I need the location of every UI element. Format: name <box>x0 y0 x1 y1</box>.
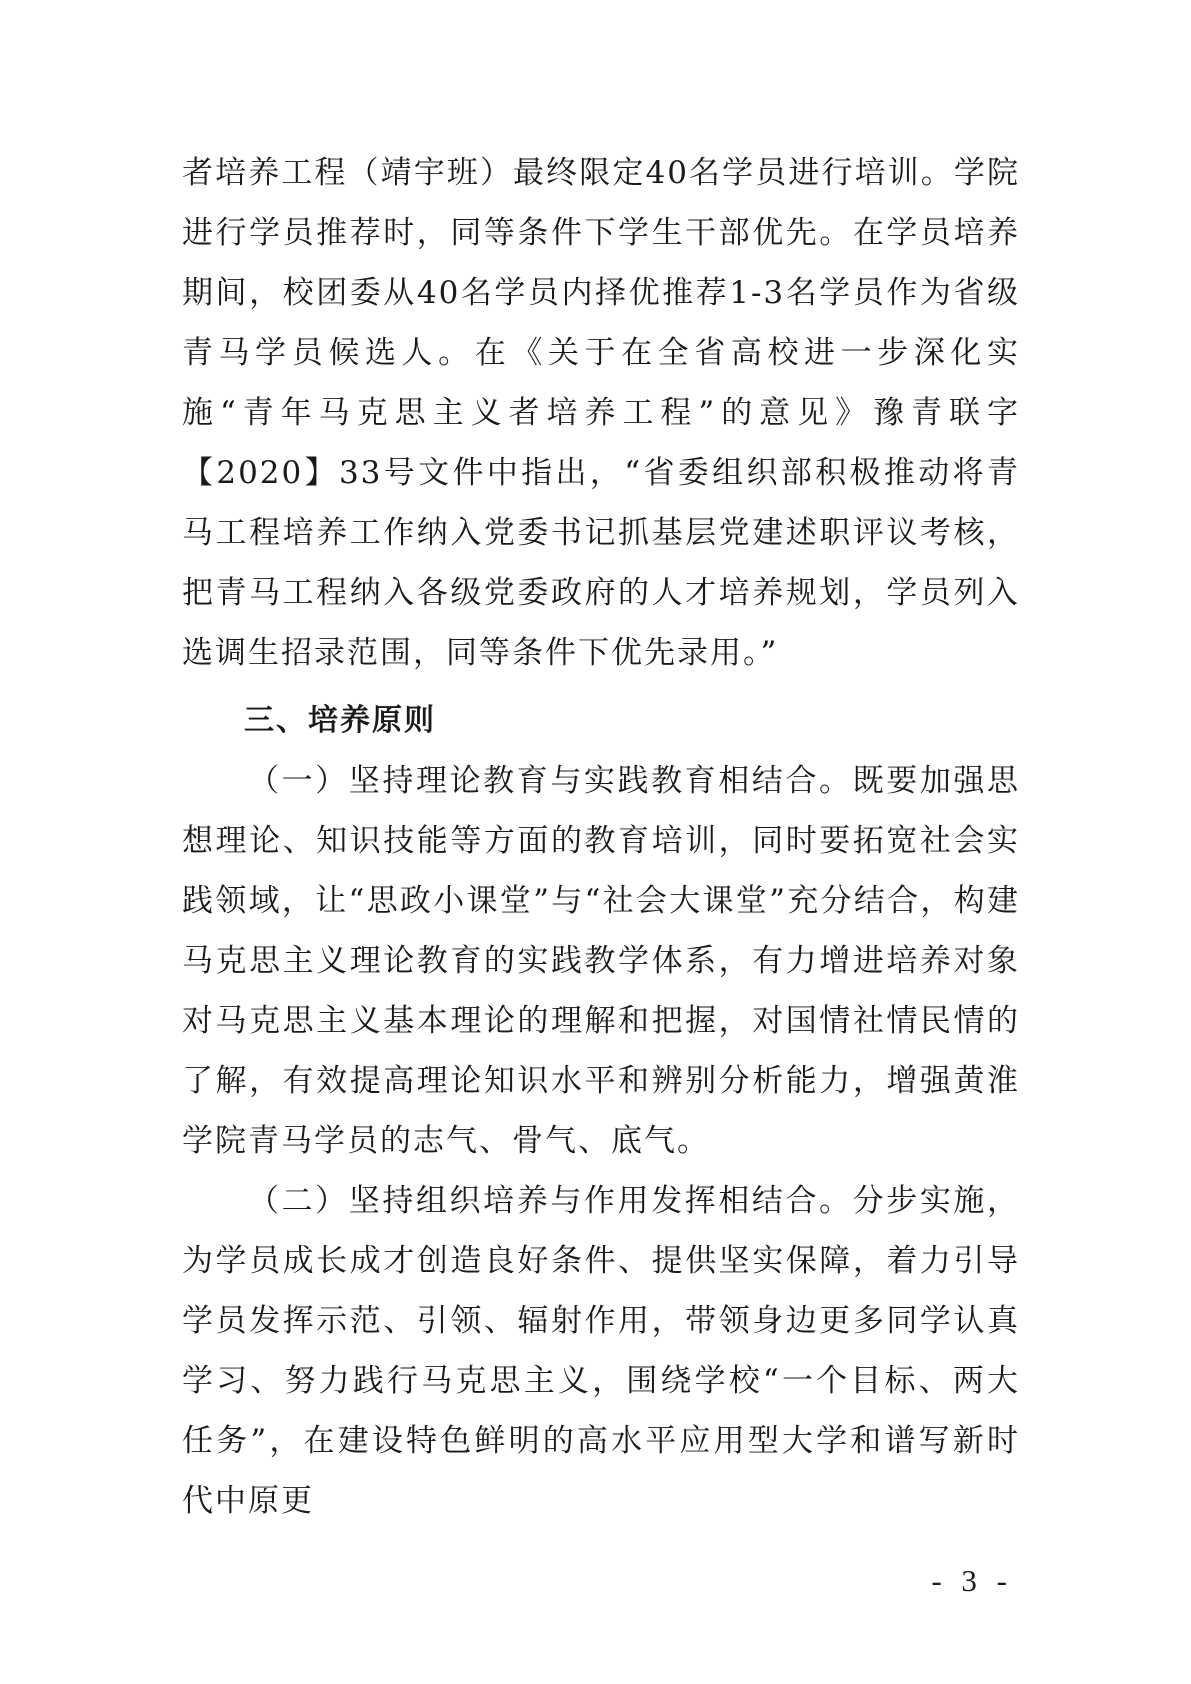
section-heading: 三、培养原则 <box>244 703 436 738</box>
document-body <box>182 143 1020 1531</box>
paragraph-principle-1: （一）坚持理论教育与实践教育相结合。既要加强思想理论、知识技能等方面的教育培训，同时要拓宽社会实践领域，让“思政小课堂”与“社会大课堂”充分结合，构建马克思主义理论教育的实践教学体系，有力增进培养对象对马克思主义基本理论的理解和把握，对国情社情民情的了解，有效提高理论知识水平和辨别分析能力，增强黄淮学院青马学员的志气、骨气、底气。 <box>182 763 1020 1159</box>
page-number: - 3 - <box>931 1563 1013 1598</box>
paragraph-continuation: 者培养工程（靖宇班）最终限定40名学员进行培训。学院进行学员推荐时，同等条件下学生干部优先。在学员培养期间，校团委从40名学员内择优推荐1-3名学员作为省级青马学员候选人。在《关于在全省高校进一步深化实施“青年马克思主义者培养工程”的意见》豫青联字【2020】33号文件中指出，“省委组织部积极推动将青马工程培养工作纳入党委书记抓基层党建述职评议考核，把青马工程纳入各级党委政府的人才培养规划，学员列入选调生招录范围，同等条件下优先录用。” <box>182 155 1020 671</box>
paragraph-principle-2: （二）坚持组织培养与作用发挥相结合。分步实施，为学员成长成才创造良好条件、提供坚实保障，着力引导学员发挥示范、引领、辐射作用，带领身边更多同学认真学习、努力践行马克思主义，围绕学校“一个目标、两大任务”，在建设特色鲜明的高水平应用型大学和谱写新时代中原更 <box>182 1183 1020 1519</box>
